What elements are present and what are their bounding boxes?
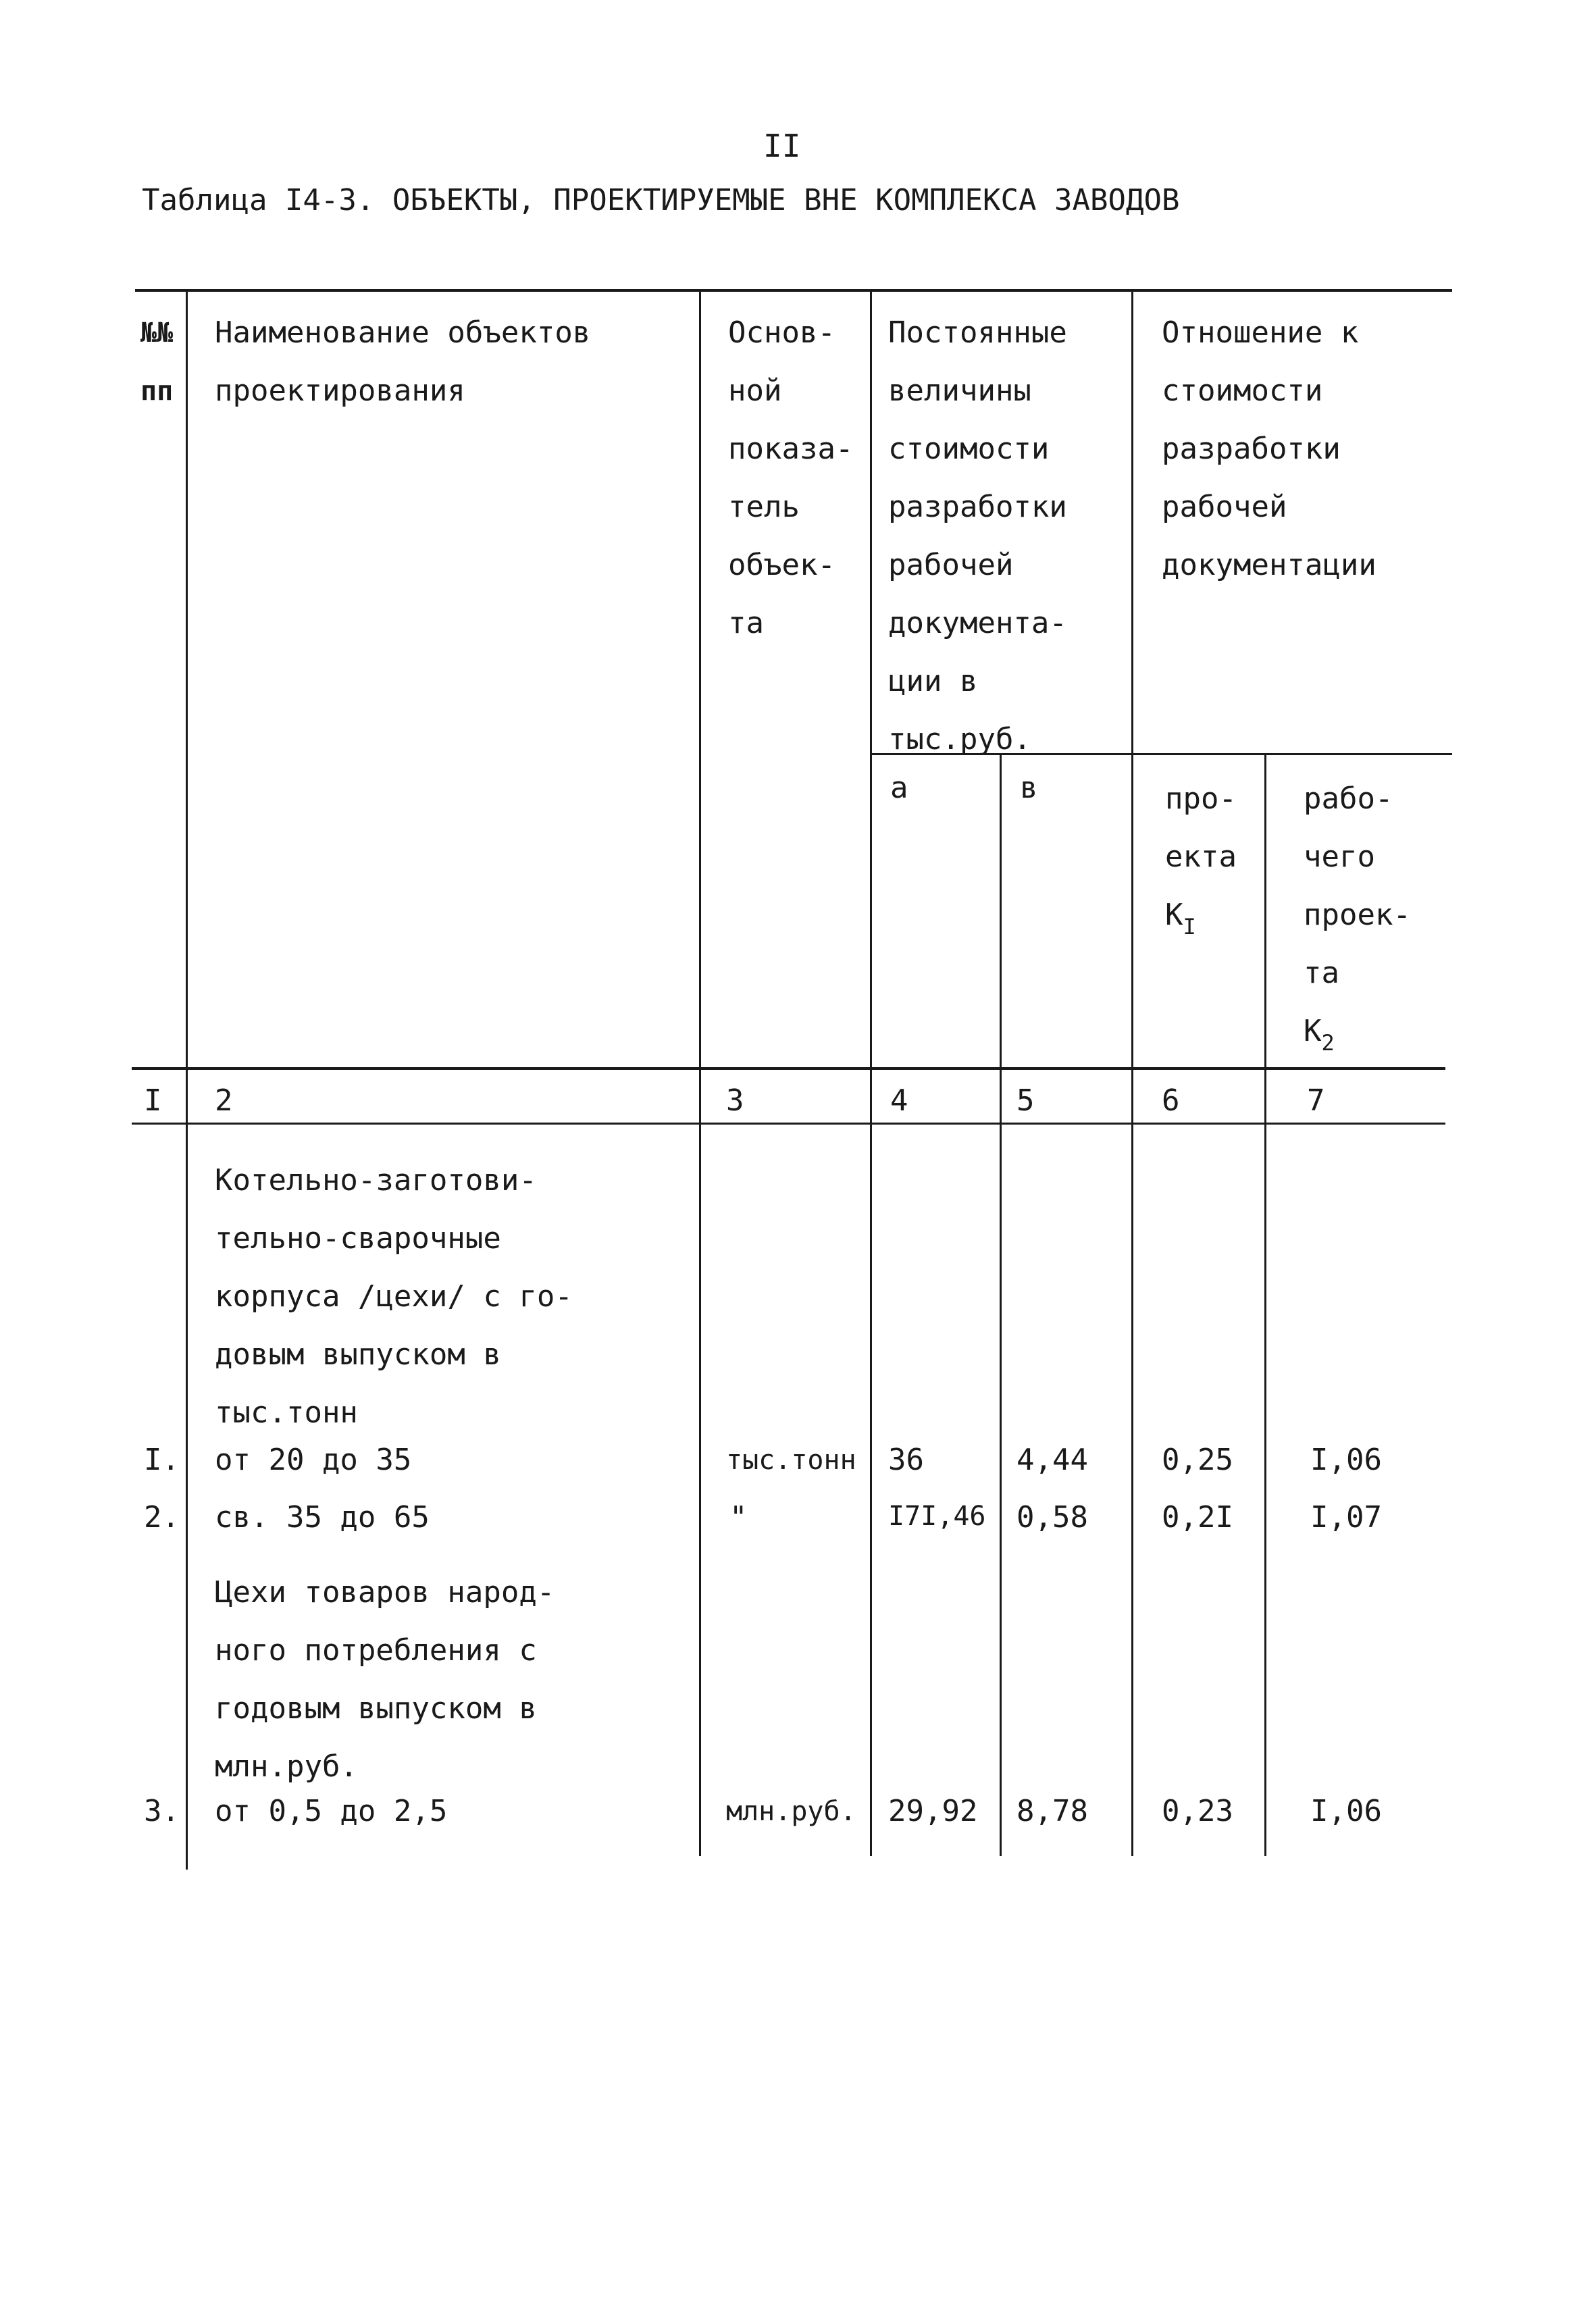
header-col7-line: проек-: [1304, 898, 1411, 932]
header-group1-line: рабочей: [888, 548, 1014, 582]
header-group2-line: разработки: [1162, 432, 1341, 466]
k2-symbol: К: [1304, 1014, 1322, 1048]
header-group2-line: стоимости: [1162, 374, 1323, 408]
row-value-b: 8,78: [1016, 1794, 1088, 1828]
header-col7-line: рабо-: [1304, 781, 1393, 816]
k1-symbol: К: [1165, 898, 1183, 932]
col-divider-6: [1264, 753, 1266, 1856]
row-number: 3.: [144, 1794, 180, 1828]
section2-title: [215, 1564, 555, 1796]
k1-subscript: I: [1183, 914, 1196, 940]
col-divider-3: [870, 289, 872, 1856]
row-value-k2: I,06: [1310, 1443, 1382, 1477]
section1-title-line: Котельно-заготови-: [215, 1163, 537, 1198]
header-col6-line: про-: [1165, 781, 1237, 816]
table-caption: Таблица I4-3. ОБЪЕКТЫ, ПРОЕКТИРУЕМЫЕ ВНЕ КОМПЛЕКСА ЗАВОДОВ: [142, 183, 1180, 217]
header-col2-line: Наименование объектов: [215, 315, 591, 350]
header-col7-line: та: [1304, 956, 1339, 990]
header-col3-line: ной: [728, 374, 782, 408]
top-rule: [135, 289, 1452, 292]
row-value-k1: 0,25: [1162, 1443, 1233, 1477]
row-value-a: 36: [888, 1443, 924, 1477]
row-indicator: тыс.тонн: [726, 1445, 856, 1476]
row-name: от 20 до 35: [215, 1443, 412, 1477]
column-number: I: [144, 1083, 162, 1118]
column-number: 3: [726, 1083, 744, 1118]
header-group1-line: документа-: [888, 606, 1067, 640]
row-value-k1: 0,23: [1162, 1794, 1233, 1828]
header-col6-symbol: [1165, 886, 1237, 946]
row-value-k1: 0,2I: [1162, 1500, 1233, 1535]
section2-title-line: млн.руб.: [215, 1749, 358, 1784]
header-group2-line: документации: [1162, 548, 1376, 582]
row-indicator: ": [729, 1500, 748, 1535]
header-col3-line: Основ-: [728, 315, 835, 350]
header-group-constant-values: [888, 304, 1067, 769]
row-name: св. 35 до 65: [215, 1500, 430, 1535]
header-col5: в: [1020, 771, 1038, 805]
header-bottom-rule: [132, 1067, 1445, 1070]
section1-title-line: тыс.тонн: [215, 1395, 358, 1430]
row-value-a: 29,92: [888, 1794, 978, 1828]
section2-title-line: Цехи товаров народ-: [215, 1575, 555, 1610]
row-indicator: млн.руб.: [726, 1796, 856, 1827]
section1-title-line: довым выпуском в: [215, 1337, 501, 1372]
column-number: 2: [215, 1083, 233, 1118]
header-col4: а: [890, 771, 908, 805]
column-number: 7: [1307, 1083, 1325, 1118]
header-col3: [728, 304, 853, 652]
header-group1-line: тыс.руб.: [888, 722, 1031, 756]
header-col2: [215, 304, 590, 420]
col-divider-5: [1131, 289, 1133, 1856]
header-col1-line: пп: [140, 376, 174, 407]
row-number: 2.: [144, 1500, 180, 1535]
row-value-k2: I,06: [1310, 1794, 1382, 1828]
col-divider-2: [699, 289, 701, 1856]
section1-title-line: корпуса /цехи/ с го-: [215, 1279, 573, 1314]
page-number: II: [763, 128, 801, 164]
row-value-b: 0,58: [1016, 1500, 1088, 1535]
row-number: I.: [144, 1443, 180, 1477]
header-col7-symbol: [1304, 1002, 1411, 1062]
section2-title-line: годовым выпуском в: [215, 1691, 537, 1726]
column-number: 5: [1016, 1083, 1035, 1118]
header-col2-line: проектирования: [215, 374, 465, 408]
header-col1: [140, 304, 173, 420]
column-number: 4: [890, 1083, 908, 1118]
header-col3-line: объек-: [728, 548, 835, 582]
header-group-cost-ratio: [1162, 304, 1376, 594]
section1-title: [215, 1152, 573, 1442]
header-group1-line: Постоянные: [888, 315, 1067, 350]
header-col7-line: чего: [1304, 840, 1375, 874]
header-col6: [1165, 770, 1237, 946]
row-value-a: I7I,46: [888, 1501, 986, 1532]
header-group1-line: ции в: [888, 664, 978, 698]
column-numbers-rule: [132, 1123, 1445, 1125]
header-col6-line: екта: [1165, 840, 1237, 874]
header-group1-line: разработки: [888, 490, 1067, 524]
header-col1-line: №№: [140, 317, 174, 349]
header-col3-line: тель: [728, 490, 800, 524]
header-group1-line: стоимости: [888, 432, 1050, 466]
row-value-b: 4,44: [1016, 1443, 1088, 1477]
row-name: от 0,5 до 2,5: [215, 1794, 448, 1828]
header-group2-line: рабочей: [1162, 490, 1287, 524]
k2-subscript: 2: [1321, 1030, 1335, 1056]
col-divider-4: [1000, 753, 1002, 1856]
header-col3-line: показа-: [728, 432, 854, 466]
header-col7: [1304, 770, 1411, 1062]
section2-title-line: ного потребления с: [215, 1633, 537, 1668]
header-col3-line: та: [728, 606, 764, 640]
header-group2-line: Отношение к: [1162, 315, 1359, 350]
col-divider-1: [186, 289, 188, 1870]
row-value-k2: I,07: [1310, 1500, 1382, 1535]
header-group1-line: величины: [888, 374, 1031, 408]
section1-title-line: тельно-сварочные: [215, 1221, 501, 1256]
column-number: 6: [1162, 1083, 1180, 1118]
